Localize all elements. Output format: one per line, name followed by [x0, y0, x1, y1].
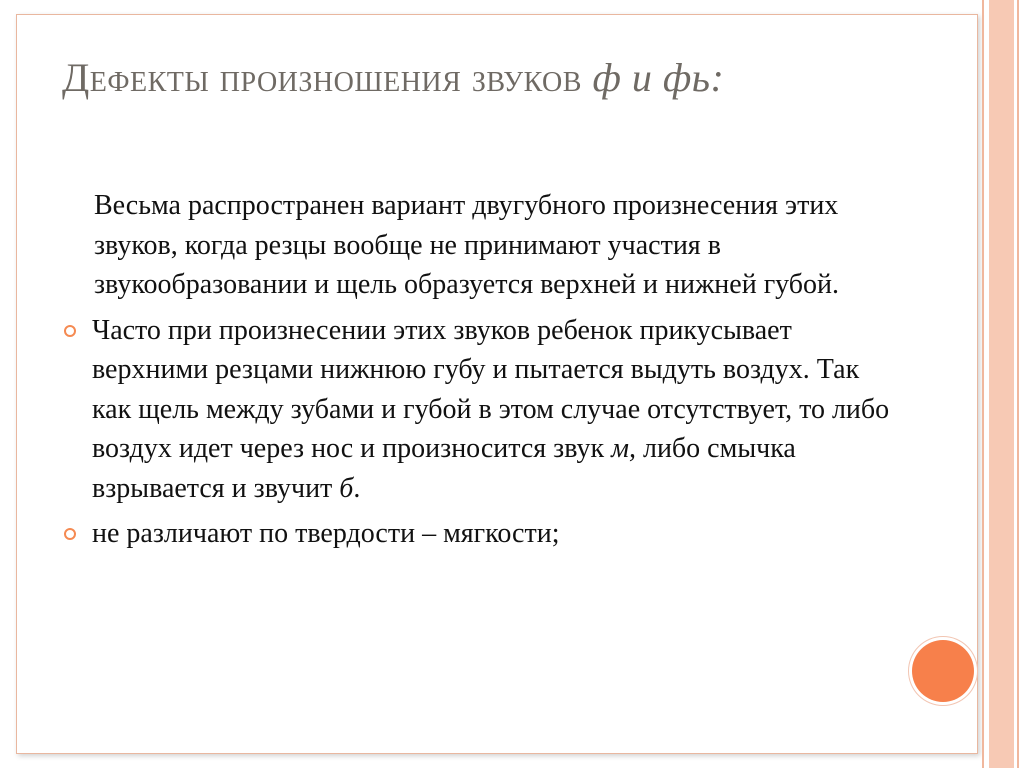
list-item	[64, 311, 894, 509]
circle-decoration-icon	[912, 640, 974, 702]
paragraph-text: Весьма распространен вариант двугубного произнесения этих звуков, когда резцы вообще не принимают участия в звукообразовании и щель образуется верхней и нижней губой.	[94, 190, 840, 300]
title-italic: ф и фь:	[592, 55, 725, 100]
bullet-ring-icon	[64, 528, 76, 540]
slide-content	[64, 186, 894, 554]
decor-stripe-line	[982, 0, 984, 768]
slide-title	[62, 50, 882, 105]
bullet-text: не различают по твердости – мягкости;	[92, 518, 560, 549]
bullet-emphasis: м,	[611, 433, 636, 464]
bullet-emphasis: б	[339, 472, 354, 504]
title-main: Дефекты произношения звуков	[62, 55, 582, 100]
intro-paragraph	[64, 186, 894, 305]
decor-stripe-line	[1017, 0, 1019, 768]
bullet-ring-icon	[64, 325, 76, 337]
list-item	[64, 514, 894, 554]
decor-stripe	[989, 0, 1014, 768]
bullet-text-end: .	[353, 472, 361, 504]
bullet-text-middle: либо смычка взрывается и звучит	[92, 433, 796, 504]
bullet-text: Часто при произнесении этих звуков ребенок прикусывает верхними резцами нижнюю губу и пытается выдуть воздух. Так как щель между зубами и губой в этом случае отсутствует, то либо воздух идет через нос и произносится звук	[92, 314, 890, 464]
